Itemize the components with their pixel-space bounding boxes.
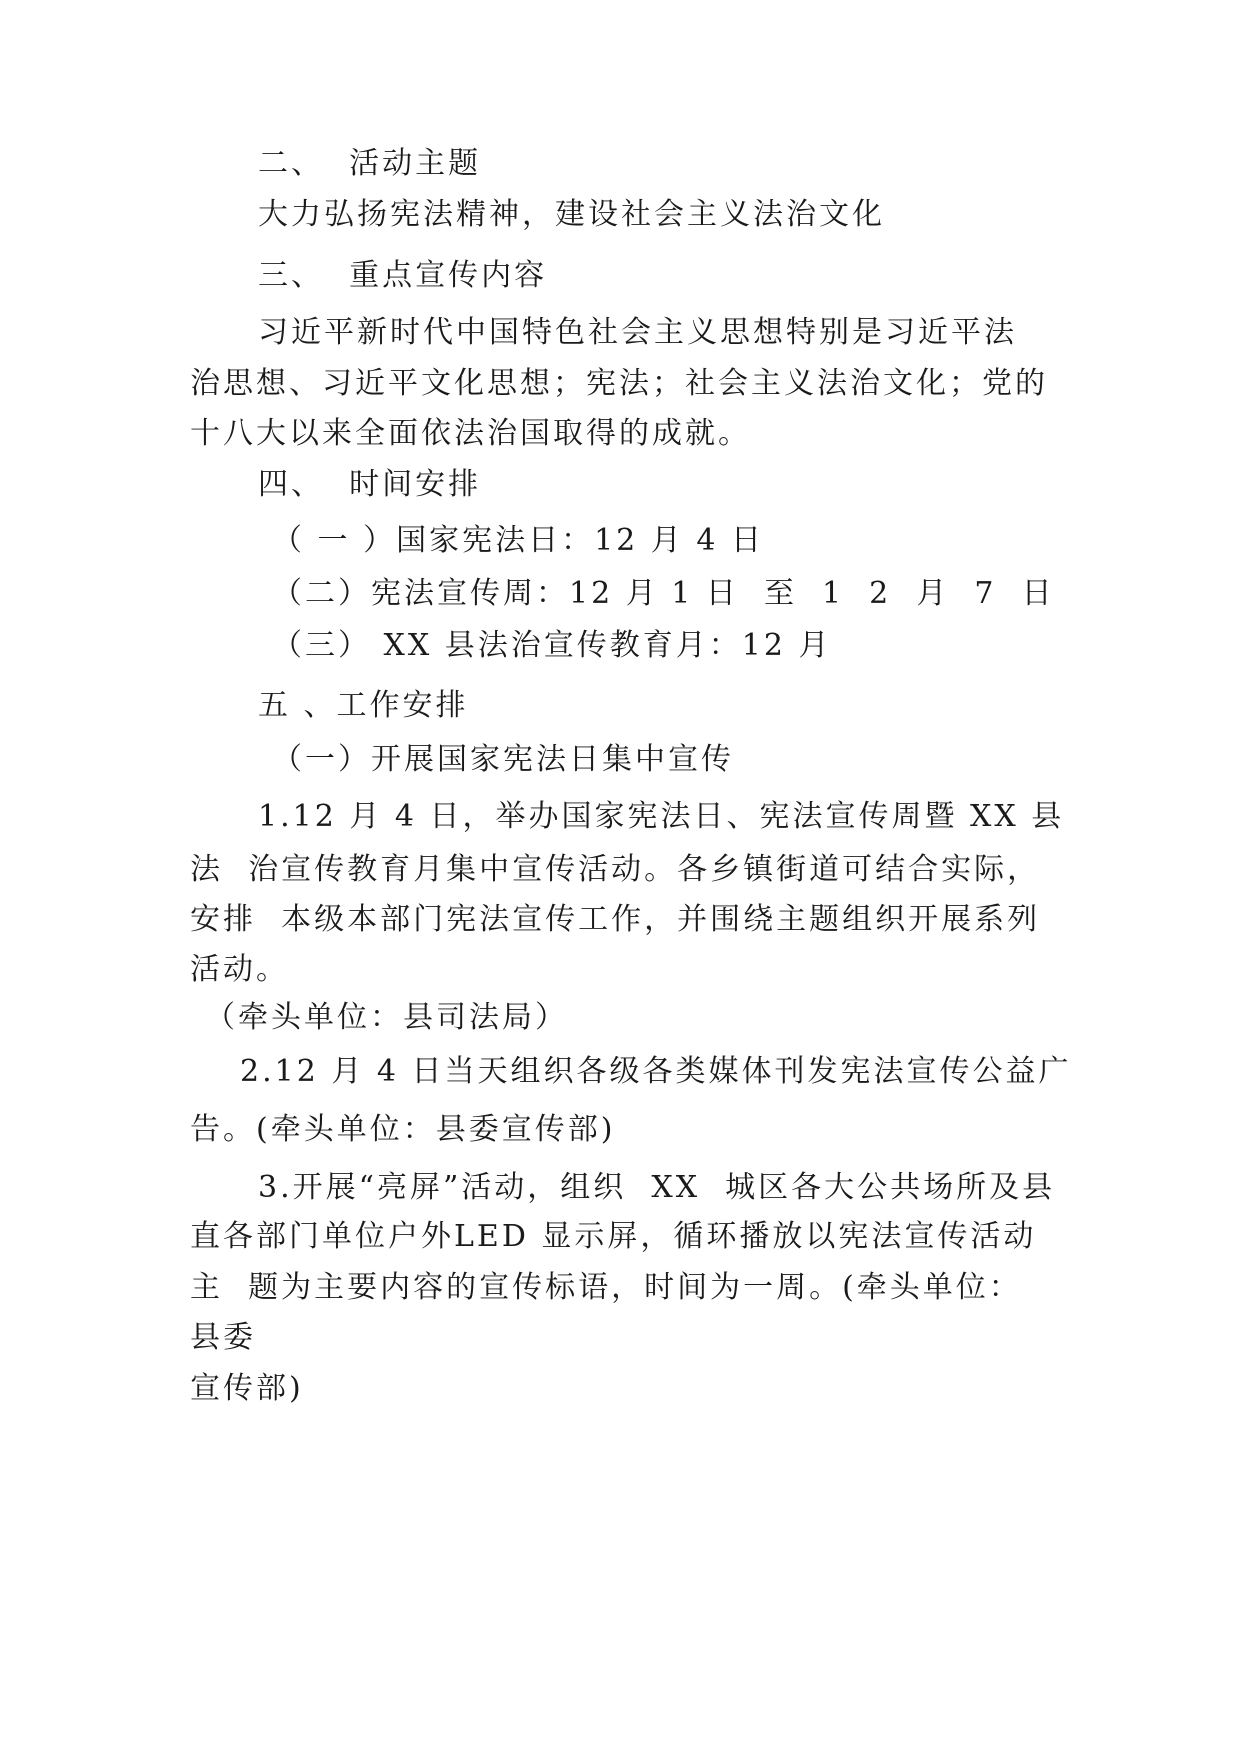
paragraph-line: 主 题为主要内容的宣传标语，时间为一周。(牵头单位： [190, 1270, 1022, 1305]
paragraph-line: 县委 [190, 1320, 256, 1355]
subsection-heading: （一）开展国家宪法日集中宣传 [272, 742, 734, 777]
theme-text: 大力弘扬宪法精神，建设社会主义法治文化 [258, 197, 885, 232]
section-heading-5: 五 、工作安排 [258, 688, 469, 723]
schedule-item: （三） XX 县法治宣传教育月：12 月 [272, 628, 832, 663]
paragraph-line: 告。(牵头单位：县委宣传部) [190, 1112, 616, 1147]
paragraph-line: 1.12 月 4 日，举办国家宪法日、宪法宣传周暨 XX 县 [258, 799, 1065, 834]
section-heading-4: 四、 时间安排 [258, 467, 482, 502]
schedule-item: （二）宪法宣传周：12 月 1 日 至 1 2 月 7 日 [272, 576, 1055, 611]
paragraph-line: 安排 本级本部门宪法宣传工作，并围绕主题组织开展系列 [190, 902, 1041, 937]
paragraph-line: 2.12 月 4 日当天组织各级各类媒体刊发宪法宣传公益广 [240, 1054, 1072, 1089]
paragraph-line: 直各部门单位户外LED 显示屏，循环播放以宪法宣传活动 [190, 1219, 1037, 1254]
paragraph-line: 治思想、习近平文化思想；宪法；社会主义法治文化；党的 [190, 366, 1048, 401]
paragraph-line: 宣传部) [190, 1371, 304, 1406]
schedule-item: （ 一 ）国家宪法日：12 月 4 日 [272, 523, 764, 558]
lead-unit-note: （牵头单位：县司法局） [205, 1000, 568, 1035]
paragraph-line: 法 治宣传教育月集中宣传活动。各乡镇街道可结合实际， [190, 852, 1041, 887]
section-heading-2: 二、 活动主题 [258, 146, 482, 181]
paragraph-line: 十八大以来全面依法治国取得的成就。 [190, 416, 751, 451]
paragraph-line: 习近平新时代中国特色社会主义思想特别是习近平法 [258, 315, 1017, 350]
section-heading-3: 三、 重点宣传内容 [258, 258, 548, 293]
paragraph-line: 3.开展“亮屏”活动，组织 XX 城区各大公共场所及县 [258, 1170, 1056, 1205]
paragraph-line: 活动。 [190, 952, 289, 987]
